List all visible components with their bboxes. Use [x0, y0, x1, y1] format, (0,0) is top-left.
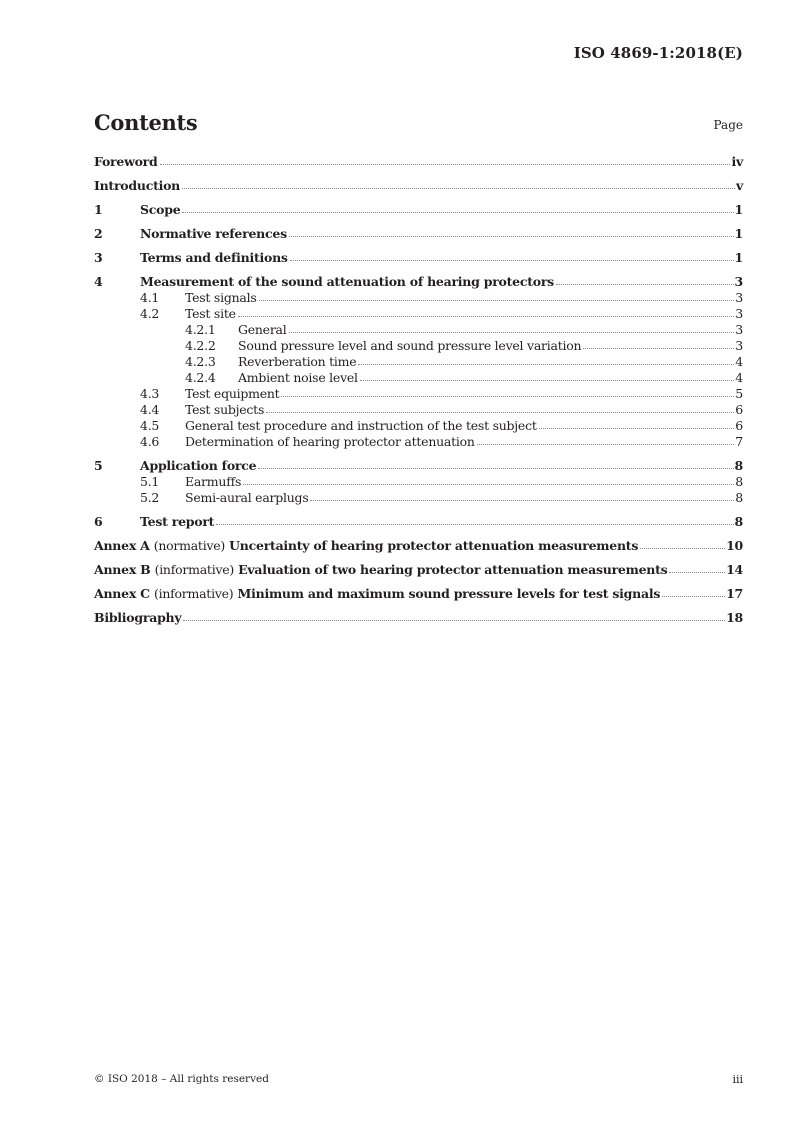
toc-entry-annex-b[interactable] [94, 562, 743, 578]
toc-entry-title: Test equipment [185, 386, 280, 401]
dot-leader [360, 380, 735, 381]
dot-leader [160, 164, 731, 165]
dot-leader [258, 468, 733, 469]
annex-label: Annex B [94, 562, 151, 577]
toc-entry-page: 1 [734, 202, 743, 217]
toc-entry-application-force[interactable] [94, 458, 743, 474]
toc-entry-title: General [238, 322, 287, 337]
toc-entry-title: Test site [185, 306, 236, 321]
dot-leader [539, 428, 735, 429]
annex-title: Uncertainty of hearing protector attenuation measurements [229, 538, 639, 553]
toc-entry-title: Terms and definitions [140, 250, 288, 265]
page-number: iii [732, 1073, 743, 1086]
toc-entry-number: 4.1 [140, 290, 160, 305]
toc-entry-number: 4.2.4 [185, 370, 216, 385]
dot-leader [310, 500, 734, 501]
toc-entry-number: 4 [94, 274, 103, 289]
copyright-notice: © ISO 2018 – All rights reserved [94, 1073, 269, 1085]
dot-leader [583, 348, 734, 349]
dot-leader [358, 364, 734, 365]
toc-entry-reverberation-time[interactable] [94, 354, 743, 370]
dot-leader [243, 484, 734, 485]
annex-label: Annex A [94, 538, 150, 553]
toc-entry-annex-c[interactable] [94, 586, 743, 602]
dot-leader [183, 620, 725, 621]
toc-entry-page: 6 [735, 402, 743, 417]
table-of-contents [94, 154, 743, 626]
toc-entry-general[interactable] [94, 322, 743, 338]
toc-entry-title: Determination of hearing protector attenuation [185, 434, 475, 449]
toc-entry-number: 5.1 [140, 474, 160, 489]
toc-entry-title [94, 586, 660, 602]
toc-entry-page: v [735, 178, 743, 193]
toc-entry-number: 3 [94, 250, 103, 265]
toc-entry-page: 7 [735, 434, 743, 449]
toc-entry-terms-and-definitions[interactable] [94, 250, 743, 266]
dot-leader [238, 316, 735, 317]
toc-entry-page: 3 [735, 322, 743, 337]
toc-entry-foreword[interactable] [94, 154, 743, 170]
dot-leader [290, 260, 734, 261]
dot-leader [662, 596, 725, 597]
toc-entry-title: Scope [140, 202, 181, 217]
toc-entry-bibliography[interactable] [94, 610, 743, 626]
toc-entry-page: 18 [726, 610, 743, 625]
toc-entry-page: iv [731, 154, 743, 169]
toc-entry-ambient-noise-level[interactable] [94, 370, 743, 386]
toc-entry-number: 4.2.2 [185, 338, 216, 353]
toc-entry-title: General test procedure and instruction of the test subject [185, 418, 537, 433]
annex-title: Minimum and maximum sound pressure levels for test signals [237, 586, 661, 601]
toc-entry-title: Test signals [185, 290, 257, 305]
toc-entry-normative-references[interactable] [94, 226, 743, 242]
toc-entry-page: 3 [735, 290, 743, 305]
toc-entry-title: Earmuffs [185, 474, 242, 489]
document-id: ISO 4869-1:2018(E) [573, 44, 743, 62]
toc-entry-test-site[interactable] [94, 306, 743, 322]
toc-entry-page: 4 [735, 370, 743, 385]
toc-entry-title: Ambient noise level [238, 370, 358, 385]
toc-entry-scope[interactable] [94, 202, 743, 218]
toc-entry-page: 6 [735, 418, 743, 433]
toc-entry-sound-pressure-level[interactable] [94, 338, 743, 354]
contents-heading: Contents [94, 110, 198, 135]
dot-leader [289, 236, 734, 237]
toc-entry-title: Introduction [94, 178, 181, 193]
dot-leader [216, 524, 733, 525]
toc-entry-page: 17 [726, 586, 743, 601]
toc-entry-title: Test subjects [185, 402, 265, 417]
annex-qualifier: (informative) [154, 562, 235, 577]
toc-entry-number: 4.4 [140, 402, 160, 417]
dot-leader [289, 332, 735, 333]
toc-entry-page: 14 [726, 562, 743, 577]
toc-entry-page: 4 [735, 354, 743, 369]
toc-entry-page: 3 [735, 338, 743, 353]
toc-entry-number: 5.2 [140, 490, 160, 505]
toc-entry-title [94, 538, 638, 554]
toc-entry-number: 4.2 [140, 306, 160, 321]
toc-entry-number: 4.6 [140, 434, 160, 449]
toc-entry-page: 3 [735, 306, 743, 321]
toc-entry-title: Normative references [140, 226, 287, 241]
toc-entry-determination-of-attenuation[interactable] [94, 434, 743, 450]
toc-entry-page: 10 [726, 538, 743, 553]
toc-entry-page: 1 [734, 226, 743, 241]
toc-entry-title: Bibliography [94, 610, 182, 625]
toc-entry-title: Measurement of the sound attenuation of hearing protectors [140, 274, 554, 289]
toc-entry-title: Sound pressure level and sound pressure level variation [238, 338, 582, 353]
toc-entry-title: Foreword [94, 154, 158, 169]
toc-entry-test-signals[interactable] [94, 290, 743, 306]
toc-entry-number: 4.2.3 [185, 354, 216, 369]
toc-entry-page: 8 [735, 490, 743, 505]
toc-entry-test-report[interactable] [94, 514, 743, 530]
dot-leader [640, 548, 725, 549]
annex-label: Annex C [94, 586, 150, 601]
toc-entry-page: 8 [734, 458, 743, 473]
toc-entry-page: 8 [734, 514, 743, 529]
annex-qualifier: (informative) [153, 586, 234, 601]
toc-entry-general-test-procedure[interactable] [94, 418, 743, 434]
toc-entry-number: 4.5 [140, 418, 160, 433]
toc-entry-number: 1 [94, 202, 103, 217]
toc-entry-number: 4.2.1 [185, 322, 216, 337]
toc-entry-page: 1 [734, 250, 743, 265]
toc-entry-test-equipment[interactable] [94, 386, 743, 402]
toc-entry-introduction[interactable] [94, 178, 743, 194]
toc-entry-test-subjects[interactable] [94, 402, 743, 418]
page-column-label: Page [713, 118, 743, 132]
toc-entry-semi-aural-earplugs[interactable] [94, 490, 743, 506]
dot-leader [182, 188, 735, 189]
toc-entry-title: Semi-aural earplugs [185, 490, 309, 505]
toc-entry-number: 2 [94, 226, 103, 241]
toc-entry-title: Application force [140, 458, 257, 473]
toc-entry-title: Reverberation time [238, 354, 357, 369]
toc-entry-title: Test report [140, 514, 215, 529]
toc-entry-title [94, 562, 667, 578]
toc-entry-number: 4.3 [140, 386, 160, 401]
toc-entry-page: 5 [735, 386, 743, 401]
dot-leader [669, 572, 725, 573]
dot-leader [477, 444, 735, 445]
dot-leader [259, 300, 735, 301]
toc-entry-annex-a[interactable] [94, 538, 743, 554]
toc-entry-earmuffs[interactable] [94, 474, 743, 490]
dot-leader [556, 284, 734, 285]
toc-entry-number: 6 [94, 514, 103, 529]
toc-entry-number: 5 [94, 458, 103, 473]
dot-leader [266, 412, 734, 413]
annex-title: Evaluation of two hearing protector attenuation measurements [238, 562, 668, 577]
toc-entry-page: 8 [735, 474, 743, 489]
toc-entry-page: 3 [734, 274, 743, 289]
toc-entry-measurement[interactable] [94, 274, 743, 290]
dot-leader [281, 396, 734, 397]
dot-leader [182, 212, 733, 213]
annex-qualifier: (normative) [153, 538, 226, 553]
